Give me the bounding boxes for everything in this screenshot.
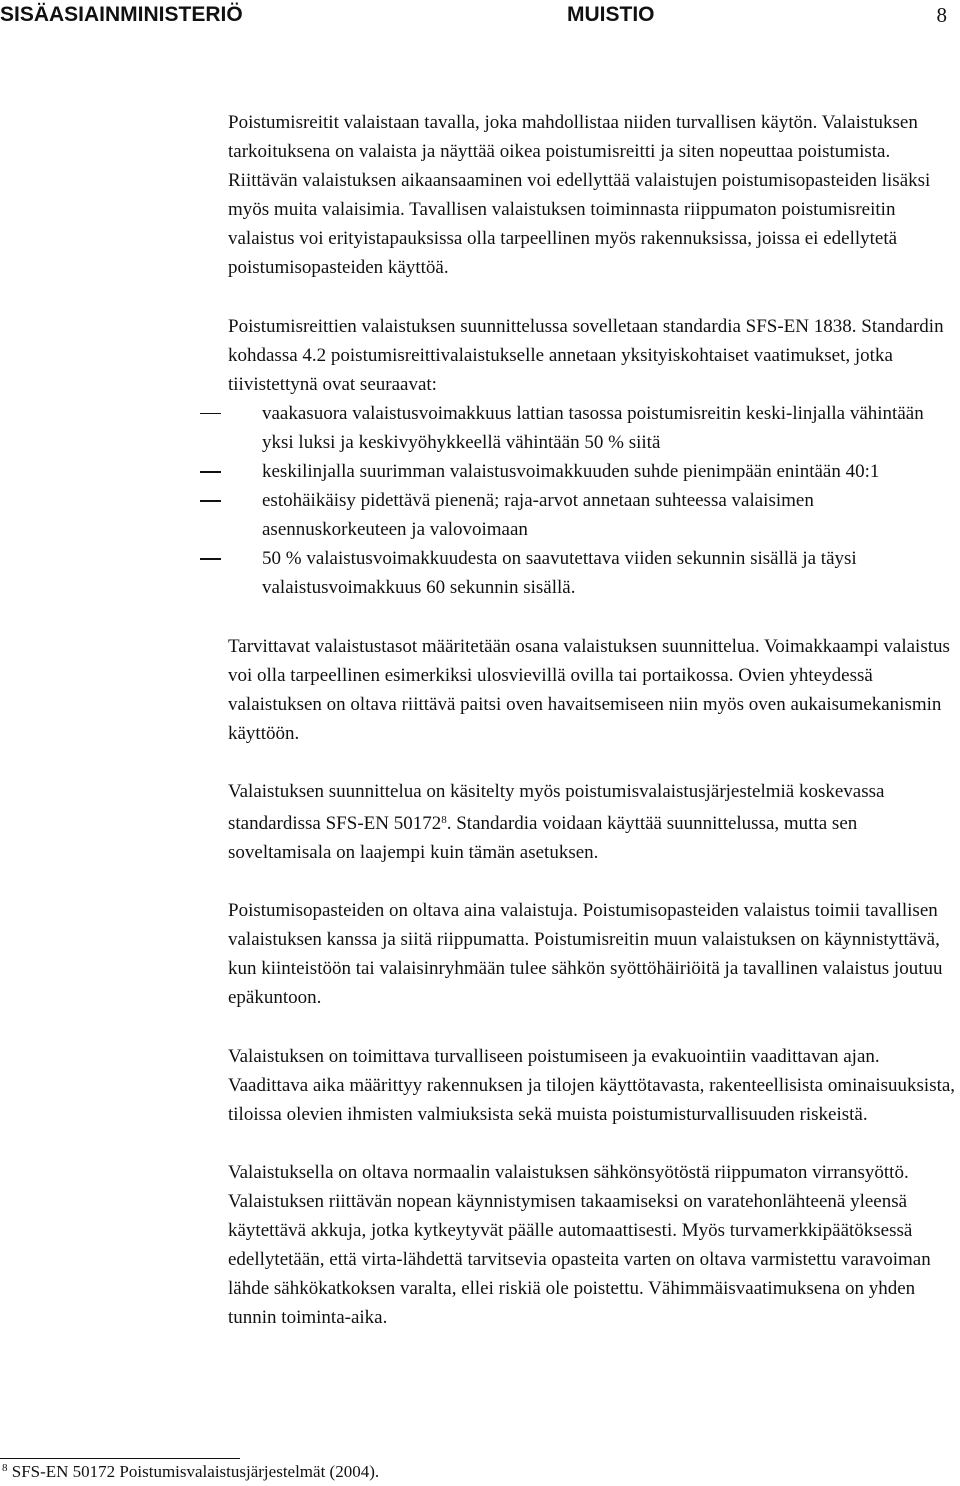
paragraph-6: Valaistuksen on toimittava turvalliseen poistumiseen ja evakuointiin vaadittavan ajan. Vaadittava aika määrittyy rakennuksen ja tilojen käyttötavasta, rakenteellisista ominaisuuksista, tiloissa olevien ihmisten valmiuksista sekä muista poistumisturvallisuuden riskeistä. bbox=[228, 1045, 956, 1125]
footnote bbox=[2, 1462, 379, 1482]
paragraph-5: Poistumisopasteiden on oltava aina valaistuja. Poistumisopasteiden valaistus toimii tavallisen valaistuksen kanssa ja siitä riippumatta. Poistumisreitin muun valaistuksen on käynnistyttävä, kun kiinteistöön tai valaisinryhmään tulee sähkön syöttöhäiriöitä ja tavallinen valaistus joutuu epäkuntoon. bbox=[228, 900, 943, 1009]
list-item bbox=[228, 457, 958, 486]
list-item bbox=[228, 486, 958, 544]
dash-bullet bbox=[200, 471, 221, 473]
paragraph-2: Poistumisreittien valaistuksen suunnittelussa sovelletaan standardia SFS-EN 1838. Standardin kohdassa 4.2 poistumisreittivalaistukselle annetaan yksityiskohtaiset vaatimukset, jotka tiivistettynä ovat seuraavat: bbox=[228, 315, 944, 395]
paragraph-4: Valaistuksen suunnittelua on käsitelty myös poistumisvalaistusjärjestelmiä koskevassa standardissa SFS-EN 50172$^8$. Standardia voidaan käyttää suunnittelussa, mutta sen soveltamisala on laajempi kuin tämän asetuksen. bbox=[228, 780, 885, 864]
dash-bullet bbox=[200, 413, 221, 415]
header-document-type: MUISTIO bbox=[567, 3, 655, 26]
dash-bullet bbox=[200, 500, 221, 502]
requirements-list bbox=[228, 399, 958, 603]
footnote-mark: 8 bbox=[2, 1462, 8, 1474]
paragraph-7: Valaistuksella on oltava normaalin valaistuksen sähkönsyötöstä riippumaton virransyöttö. Valaistuksen riittävän nopean käynnistymisen takaamiseksi on varatehonlähteenä yleensä käytettävä akkuja, jotka kytkeytyvät päälle automaattisesti. Myös turvamerkkipäätöksessä edellytetään, että virta-lähdettä tarvitsevia opasteita varten on oltava varmistettu varavoiman lähde sähkökatkoksen varalta, ellei riskiä ole poistettu. Vähimmäisvaatimuksena on yhden tunnin toiminta-aika. bbox=[228, 1161, 931, 1329]
footnote-divider bbox=[0, 1458, 240, 1459]
list-item-text: estohäikäisy pidettävä pienenä; raja-arvot annetaan suhteessa valaisimen asennuskorkeuteen ja valovoimaan bbox=[262, 490, 814, 541]
list-item-text: vaakasuora valaistusvoimakkuus lattian tasossa poistumisreitin keski-linjalla vähintään yksi luksi ja keskivyöhykkeellä vähintään 50 % siitä bbox=[262, 402, 924, 453]
body-text bbox=[228, 108, 958, 1332]
footnote-reference[interactable]: 8 bbox=[441, 813, 447, 826]
list-item bbox=[228, 544, 958, 602]
page-header bbox=[0, 3, 960, 33]
paragraph-1: Poistumisreitit valaistaan tavalla, joka mahdollistaa niiden turvallisen käytön. Valaistuksen tarkoituksena on valaista ja näyttää oikea poistumisreitti ja siten nopeuttaa poistumista. Riittävän valaistuksen aikaansaaminen voi edellyttää valaistujen poistumisopasteiden lisäksi myös muita valaisimia. Tavallisen valaistuksen toiminnasta riippumaton poistumisreitin valaistus voi erityistapauksissa olla tarpeellinen myös rakennuksissa, joissa ei edellytetä poistumisopasteiden käyttöä. bbox=[228, 112, 931, 279]
list-item-text: keskilinjalla suurimman valaistusvoimakkuuden suhde pienimpään enintään 40:1 bbox=[262, 461, 880, 483]
footnote-text: SFS-EN 50172 Poistumisvalaistusjärjestelmät (2004). bbox=[7, 1462, 380, 1481]
page-number: 8 bbox=[936, 3, 947, 27]
list-item bbox=[228, 399, 958, 457]
header-organization: SISÄASIAINMINISTERIÖ bbox=[0, 3, 243, 26]
list-item-text: 50 % valaistusvoimakkuudesta on saavutettava viiden sekunnin sisällä ja täysi valaistusvoimakkuus 60 sekunnin sisällä. bbox=[262, 548, 857, 599]
paragraph-3: Tarvittavat valaistustasot määritetään osana valaistuksen suunnittelua. Voimakkaampi valaistus voi olla tarpeellinen esimerkiksi ulosvievillä ovilla tai portaikossa. Ovien yhteydessä valaistuksen on oltava riittävä paitsi oven havaitsemiseen niin myös oven aukaisumekanismin käyttöön. bbox=[228, 635, 950, 744]
dash-bullet bbox=[200, 558, 221, 560]
